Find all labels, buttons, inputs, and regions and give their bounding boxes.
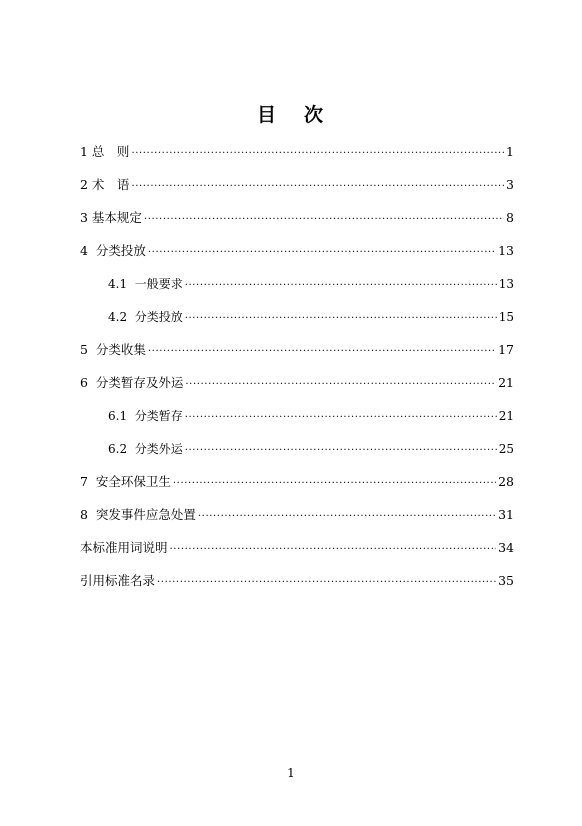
toc-leader-dots (144, 205, 504, 227)
toc-entry-label: 4 分类投放 (80, 243, 146, 258)
title-char-2: 次 (304, 104, 326, 126)
toc-entry-page: 3 (506, 177, 514, 192)
toc-leader-dots (157, 568, 496, 590)
toc-entry-label: 引用标准名录 (80, 573, 156, 588)
toc-entry[interactable] (108, 274, 514, 294)
toc-leader-dots (148, 337, 496, 359)
toc-leader-dots (185, 370, 496, 392)
toc-leader-dots (131, 172, 504, 194)
toc-entry[interactable] (80, 175, 514, 195)
toc-entry-label: 8 突发事件应急处置 (80, 507, 196, 522)
toc-entry-page: 1 (506, 144, 514, 159)
toc-entry-label: 4.2 分类投放 (108, 310, 183, 324)
toc-entry-page: 28 (498, 474, 514, 489)
toc-entry-page: 8 (506, 210, 514, 225)
toc-entry-page: 21 (498, 375, 514, 390)
toc-entry-page: 13 (498, 243, 514, 258)
page-number: 1 (287, 766, 295, 780)
toc-entry-label: 本标准用词说明 (80, 540, 168, 555)
page-title (0, 100, 582, 127)
toc-entry-label: 6.1 分类暂存 (108, 409, 183, 423)
toc-entry-page: 25 (498, 442, 514, 456)
toc-entry[interactable] (108, 439, 514, 459)
toc-entry-page: 17 (498, 342, 514, 357)
toc-entry-label: 6.2 分类外运 (108, 442, 183, 456)
toc-entry-label: 1 总 则 (80, 144, 130, 159)
toc-entry-page: 21 (498, 409, 514, 423)
toc-entry[interactable] (80, 241, 514, 261)
toc-leader-dots (131, 139, 504, 161)
toc-leader-dots (148, 238, 496, 260)
toc-leader-dots (185, 436, 497, 458)
toc-entry[interactable] (80, 571, 514, 591)
toc-entry-page: 34 (498, 540, 514, 555)
toc-entry-label: 3 基本规定 (80, 210, 142, 225)
toc-entry-label: 7 安全环保卫生 (80, 474, 171, 489)
title-char-1: 目 (256, 104, 278, 126)
toc-entry-label: 4.1 一般要求 (108, 277, 183, 291)
toc-leader-dots (198, 502, 496, 524)
toc-entry[interactable] (80, 472, 514, 492)
toc-leader-dots (185, 403, 497, 425)
toc-entry[interactable] (80, 208, 514, 228)
toc-entry[interactable] (80, 340, 514, 360)
toc-entry[interactable] (80, 373, 514, 393)
toc-leader-dots (170, 535, 497, 557)
toc-entry-label: 5 分类收集 (80, 342, 146, 357)
toc-leader-dots (185, 304, 497, 326)
toc-leader-dots (185, 271, 497, 293)
toc-entry[interactable] (108, 307, 514, 327)
toc-entry-page: 31 (498, 507, 514, 522)
toc-entry[interactable] (80, 538, 514, 558)
toc-leader-dots (173, 469, 496, 491)
toc-entry[interactable] (80, 142, 514, 162)
toc-entry-page: 15 (498, 310, 514, 324)
toc-entry-label: 2 术 语 (80, 177, 130, 192)
toc-entry-page: 35 (498, 573, 514, 588)
toc-entry[interactable] (108, 406, 514, 426)
toc-entry-label: 6 分类暂存及外运 (80, 375, 184, 390)
toc-entry-page: 13 (498, 277, 514, 291)
toc-entry[interactable] (80, 505, 514, 525)
